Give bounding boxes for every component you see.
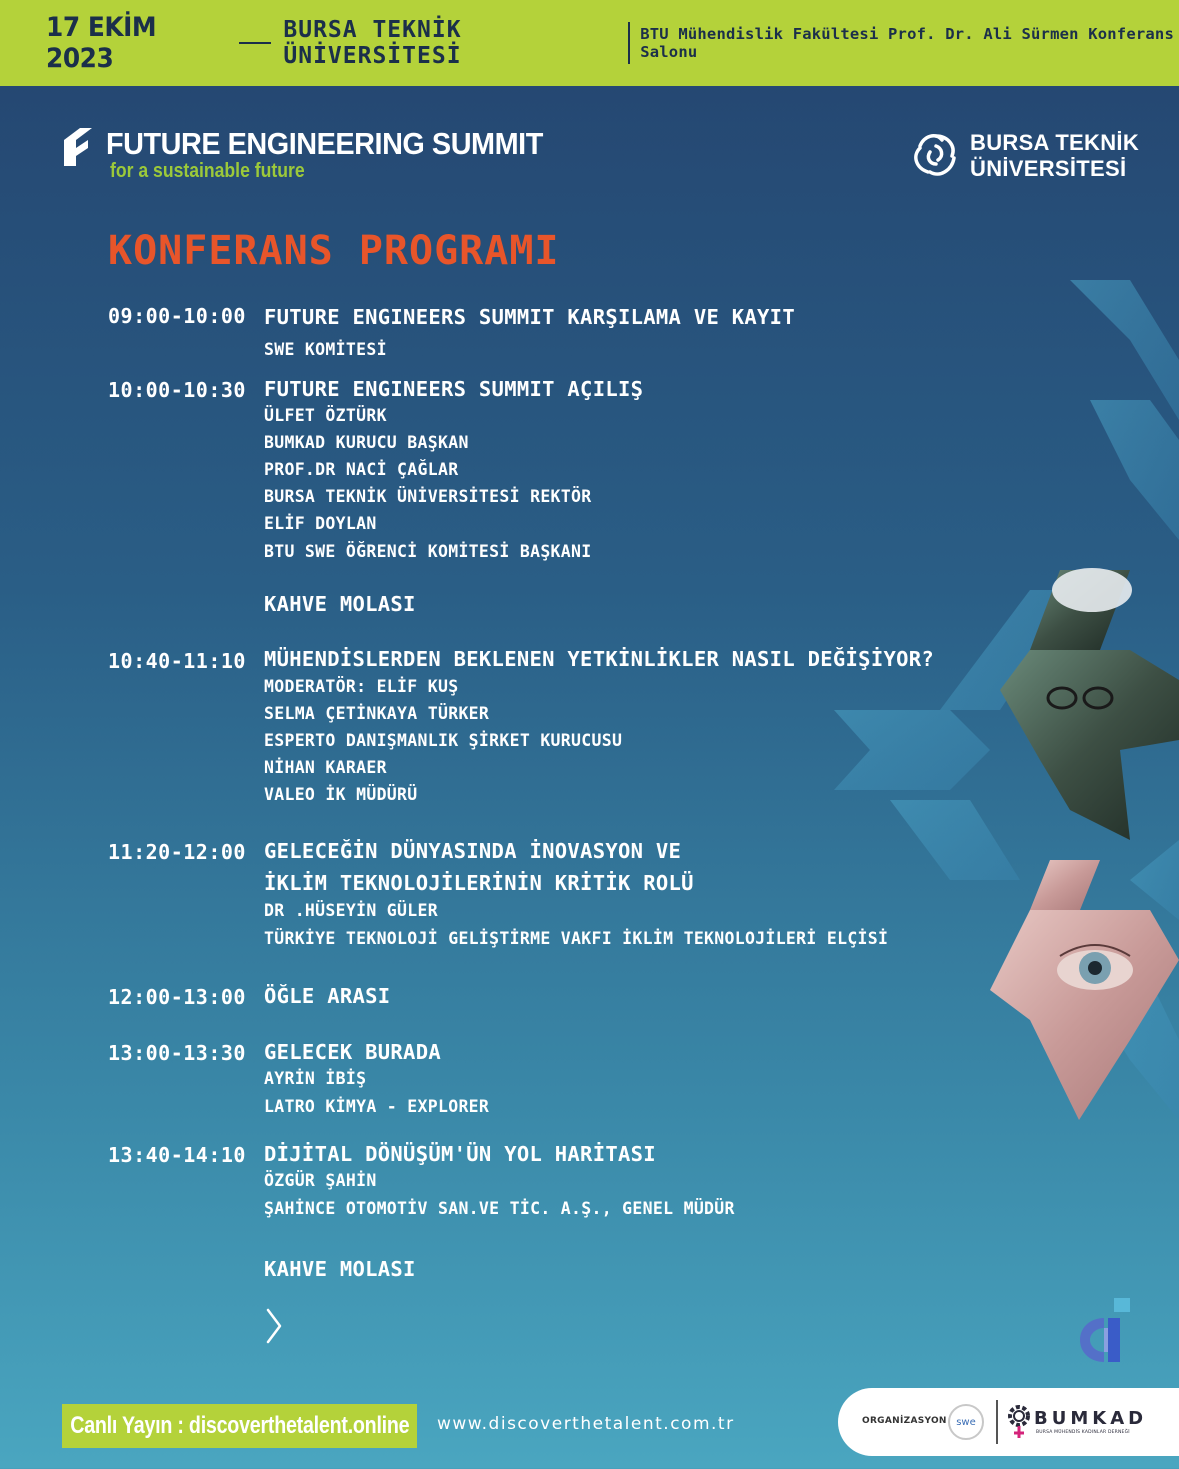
organization-label: ORGANİZASYON xyxy=(862,1416,947,1426)
slot-detail: TÜRKİYE TEKNOLOJİ GELİŞTİRME VAKFI İKLİM TEKNOLOJİLERİ ELÇİSİ xyxy=(264,929,889,948)
gear-venus-icon xyxy=(1006,1402,1032,1442)
website-link[interactable]: www.discoverthetalent.com.tr xyxy=(437,1414,735,1434)
slot-detail: ÜLFET ÖZTÜRK xyxy=(264,406,387,425)
slot-title: ÖĞLE ARASI xyxy=(264,984,391,1008)
slot-time: 11:20-12:00 xyxy=(108,840,246,864)
live-stream-text: Canlı Yayın : discoverthetalent.online xyxy=(69,1412,410,1439)
f-arrow-logo-icon xyxy=(62,126,94,168)
university-logo-line2: ÜNİVERSİTESİ xyxy=(970,156,1127,181)
slot-detail: BURSA TEKNİK ÜNİVERSİTESİ REKTÖR xyxy=(264,487,592,506)
divider xyxy=(628,22,630,64)
slot-time: 10:40-11:10 xyxy=(108,649,246,673)
slot-detail: NİHAN KARAER xyxy=(264,758,387,777)
slot-title: GELECEĞİN DÜNYASINDA İNOVASYON VE xyxy=(264,839,682,863)
ci-logo-icon xyxy=(1074,1296,1134,1364)
host-university: BURSA TEKNİK ÜNİVERSİTESİ xyxy=(283,17,462,69)
slot-time: 12:00-13:00 xyxy=(108,985,246,1009)
slot-title: MÜHENDİSLERDEN BEKLENEN YETKİNLİKLER NASIL DEĞİŞİYOR? xyxy=(264,647,935,671)
bumkad-subtitle: BURSA MÜHENDİS KADINLAR DERNEĞİ xyxy=(1036,1430,1130,1435)
slot-detail: LATRO KİMYA - EXPLORER xyxy=(264,1097,490,1116)
chevron-right-icon[interactable] xyxy=(264,1306,284,1346)
slot-detail: AYRİN İBİŞ xyxy=(264,1069,367,1088)
slot-detail: PROF.DR NACİ ÇAĞLAR xyxy=(264,460,459,479)
event-date: 17 EKİM 2023 xyxy=(46,12,157,74)
summit-title: FUTURE ENGINEERING SUMMIT xyxy=(106,126,543,161)
organizer-panel xyxy=(838,1388,1179,1456)
slot-title: FUTURE ENGINEERS SUMMIT KARŞILAMA VE KAYIT xyxy=(264,305,795,329)
university-logo-line1: BURSA TEKNİK xyxy=(970,130,1140,155)
bumkad-name: BUMKAD xyxy=(1034,1408,1148,1429)
slot-detail: ELİF DOYLAN xyxy=(264,514,377,533)
university-logo-text xyxy=(970,130,1139,182)
slot-detail: BTU SWE ÖĞRENCİ KOMİTESİ BAŞKANI xyxy=(264,542,592,561)
slot-title: FUTURE ENGINEERS SUMMIT AÇILIŞ xyxy=(264,377,644,401)
slot-detail: SWE KOMİTESİ xyxy=(264,340,387,359)
event-venue: BTU Mühendislik Fakültesi Prof. Dr. Ali Sürmen Konferans Salonu xyxy=(640,25,1174,61)
slot-detail: ŞAHİNCE OTOMOTİV SAN.VE TİC. A.Ş., GENEL MÜDÜR xyxy=(264,1199,735,1218)
top-banner xyxy=(0,0,1179,86)
slot-time: 10:00-10:30 xyxy=(108,378,246,402)
slot-detail: SELMA ÇETİNKAYA TÜRKER xyxy=(264,704,490,723)
summit-subtitle: for a sustainable future xyxy=(110,160,305,182)
slot-detail: BUMKAD KURUCU BAŞKAN xyxy=(264,433,469,452)
swirl-logo-icon xyxy=(908,128,964,184)
divider xyxy=(239,42,271,44)
decorative-hexagon-panels xyxy=(830,280,1179,1150)
slot-detail: ESPERTO DANIŞMANLIK ŞİRKET KURUCUSU xyxy=(264,731,623,750)
swe-logo-badge xyxy=(948,1404,984,1440)
live-stream-banner[interactable] xyxy=(62,1404,417,1448)
slot-title: DİJİTAL DÖNÜŞÜM'ÜN YOL HARİTASI xyxy=(264,1142,656,1166)
swe-badge-text: swe xyxy=(956,1416,976,1428)
slot-title: KAHVE MOLASI xyxy=(264,592,416,616)
slot-detail: ÖZGÜR ŞAHİN xyxy=(264,1171,377,1190)
slot-detail: VALEO İK MÜDÜRÜ xyxy=(264,785,418,804)
slot-title-continued: İKLİM TEKNOLOJİLERİNİN KRİTİK ROLÜ xyxy=(264,871,694,895)
divider xyxy=(996,1400,998,1444)
slot-time: 09:00-10:00 xyxy=(108,304,246,328)
program-title: KONFERANS PROGRAMI xyxy=(108,228,560,274)
slot-detail: MODERATÖR: ELİF KUŞ xyxy=(264,677,459,696)
slot-time: 13:40-14:10 xyxy=(108,1143,246,1167)
slot-title: GELECEK BURADA xyxy=(264,1040,441,1064)
slot-time: 13:00-13:30 xyxy=(108,1041,246,1065)
slot-detail: DR .HÜSEYİN GÜLER xyxy=(264,901,438,920)
slot-title: KAHVE MOLASI xyxy=(264,1257,416,1281)
